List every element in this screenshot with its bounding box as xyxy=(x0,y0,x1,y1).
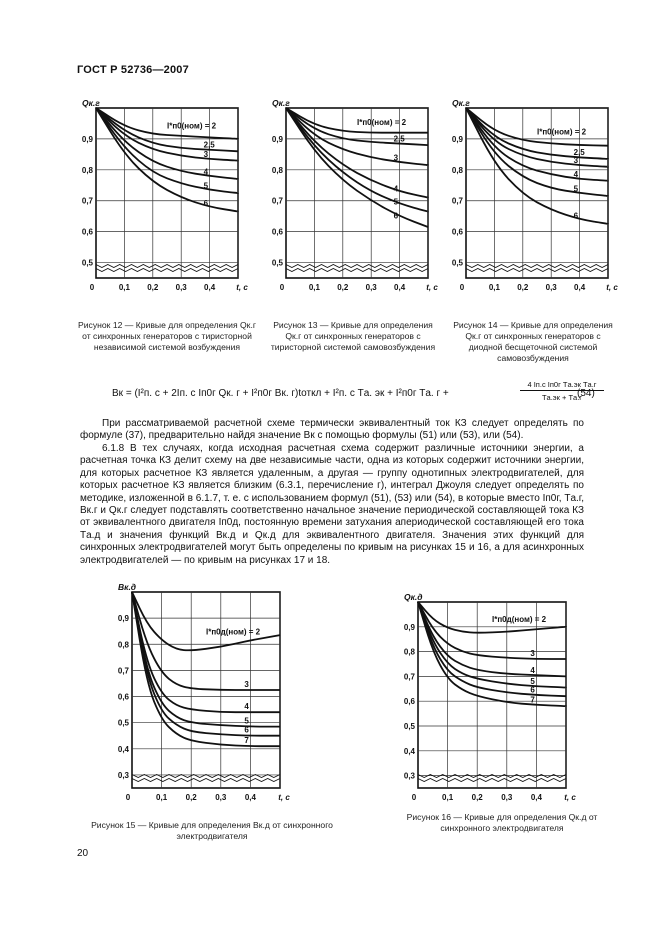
series-label: 4 xyxy=(393,184,399,194)
series-label: 6 xyxy=(530,685,535,695)
x-tick-label: 0,3 xyxy=(501,793,513,802)
x-tick-label: 0 xyxy=(89,283,95,292)
page-number: 20 xyxy=(77,848,89,859)
y-tick-label: 0,9 xyxy=(403,622,415,632)
x-axis-label: t, c xyxy=(564,793,576,802)
y-tick-label: 0,7 xyxy=(451,196,463,206)
series-label: 3 xyxy=(203,149,209,159)
y-axis-label: Qк.д xyxy=(404,592,423,602)
series-line-2 xyxy=(132,592,280,650)
figure-12-caption: Рисунок 12 — Кривые для определения Qк.г от синхронных генераторов с тиристорной независимой системой возбуждения xyxy=(78,320,256,352)
figure-16-caption: Рисунок 16 — Кривые для определения Qк.д от синхронного электродвигателя xyxy=(406,812,598,833)
series-label: 6 xyxy=(573,211,579,221)
y-tick-label: 0,8 xyxy=(81,165,93,175)
series-label: 2,5 xyxy=(573,148,585,158)
x-tick-label: 0,4 xyxy=(530,793,542,802)
y-tick-label: 0,8 xyxy=(451,165,463,175)
axis-break xyxy=(466,265,608,268)
figure-15-caption: Рисунок 15 — Кривые для определения Bк.д от синхронного электродвигателя xyxy=(91,820,333,841)
y-tick-label: 0,9 xyxy=(451,134,463,144)
plot-area xyxy=(82,98,248,292)
y-tick-label: 0,6 xyxy=(81,227,93,237)
y-tick-label: 0,7 xyxy=(403,672,415,682)
curve-parameter-label: I*п0д(ном) = 2 xyxy=(492,615,547,625)
curve-parameter-label: I*п0д(ном) = 2 xyxy=(206,627,261,637)
series-line-7 xyxy=(132,592,280,746)
series-label: 7 xyxy=(530,695,535,705)
series-label: 7 xyxy=(244,736,249,746)
y-tick-label: 0,5 xyxy=(117,718,129,728)
plot-area xyxy=(272,98,438,292)
x-axis-label: t, c xyxy=(426,283,438,292)
y-axis-label: Qк.г xyxy=(452,98,470,108)
plot-area xyxy=(452,98,618,292)
series-label: 5 xyxy=(573,184,579,194)
formula-numerator: 4 Iп.с Iп0г Tа.эк Tа.г xyxy=(520,380,604,391)
x-tick-label: 0,1 xyxy=(118,283,130,292)
x-tick-label: 0,4 xyxy=(244,793,256,802)
axis-break xyxy=(286,265,428,268)
figure-14-caption: Рисунок 14 — Кривые для определения Qк.г от синхронных генераторов с диодной бесщеточной системой самовозбуждения xyxy=(453,320,613,363)
axis-break xyxy=(132,779,280,782)
paragraph-1: При рассматриваемой расчетной схеме термически эквивалентный ток КЗ следует определять по формуле (37), предварительно найдя значение Bк с помощью формулы (51) или (53), или (54). xyxy=(80,418,584,442)
axis-break xyxy=(466,269,608,272)
y-tick-label: 0,5 xyxy=(451,258,463,268)
axis-break xyxy=(286,269,428,272)
series-label: 5 xyxy=(530,676,535,686)
y-tick-label: 0,7 xyxy=(271,196,283,206)
x-axis-label: t, c xyxy=(606,283,618,292)
axis-break xyxy=(96,269,238,272)
y-tick-label: 0,8 xyxy=(271,165,283,175)
series-label: 3 xyxy=(573,155,579,165)
x-tick-label: 0,2 xyxy=(185,793,197,802)
series-label: 4 xyxy=(573,169,579,179)
x-tick-label: 0,1 xyxy=(156,793,168,802)
axis-break xyxy=(418,779,566,782)
axis-break xyxy=(418,775,566,778)
x-tick-label: 0,2 xyxy=(517,283,529,292)
series-label: 2,5 xyxy=(203,140,215,150)
series-line-6 xyxy=(132,592,280,736)
y-tick-label: 0,5 xyxy=(403,722,415,731)
y-tick-label: 0,3 xyxy=(403,771,415,781)
y-tick-label: 0,7 xyxy=(117,666,129,676)
x-tick-label: 0,2 xyxy=(147,283,159,292)
y-tick-label: 0,9 xyxy=(271,134,283,144)
series-label: 4 xyxy=(244,702,249,712)
figure-15-chart xyxy=(112,578,302,808)
y-tick-label: 0,9 xyxy=(117,614,129,624)
y-axis-label: Qк.г xyxy=(82,98,100,108)
curve-parameter-label: I*п0(ном) = 2 xyxy=(167,121,217,131)
paragraph-2: 6.1.8 В тех случаях, когда исходная расчетная схема содержит различные источники энергии, а расчетная точка КЗ делит схему на две независимые части, одна из которых содержит источники энергии, для которых расчетное КЗ является удаленным, а другая — группу однотипных электродвигателей, для которых расчетное КЗ является близким (6.3.1, перечисление г), интеграл Джоуля следует определять по методике, изложенной в 6.1.7, т. е. с использованием формул (51), (53) или (54), в которые вместо Iп0г, Tа.г, Bк.г и Qк.г следует подставлять соответственно начальное значение периодической составляющей тока КЗ от эквивалентного двигателя Iп0д, постоянную времени затухания апериодической составляющей его тока Tа.д и значения функций Bк.д и Qк.д для эквивалентного двигателя. Значения этих функций для синхронных электродвигателей могут быть определены по кривым на рисунках 15 и 16, а для асинхронных электродвигателей — по кривым на рисунках 17 и 18. xyxy=(80,443,584,566)
series-label: 6 xyxy=(393,211,399,221)
formula-54 xyxy=(112,378,597,410)
y-tick-label: 0,6 xyxy=(451,227,463,237)
x-tick-label: 0,3 xyxy=(215,793,227,802)
y-tick-label: 0,9 xyxy=(81,134,93,144)
y-axis-label: Bк.д xyxy=(118,582,137,592)
series-label: 5 xyxy=(203,181,209,191)
figure-13-chart xyxy=(268,96,448,306)
x-tick-label: 0,4 xyxy=(394,283,406,292)
x-axis-label: t, c xyxy=(236,283,248,292)
x-tick-label: 0,1 xyxy=(488,283,500,292)
y-tick-label: 0,6 xyxy=(403,697,415,707)
y-tick-label: 0,5 xyxy=(81,258,93,268)
series-label: 4 xyxy=(530,665,535,675)
figure-16-chart xyxy=(398,588,588,808)
x-tick-label: 0,3 xyxy=(175,283,187,292)
y-tick-label: 0,6 xyxy=(117,692,129,702)
x-tick-label: 0,4 xyxy=(204,283,216,292)
y-tick-label: 0,8 xyxy=(403,647,415,657)
x-tick-label: 0,1 xyxy=(308,283,320,292)
plot-area xyxy=(118,582,290,802)
x-tick-label: 0,4 xyxy=(574,283,586,292)
y-tick-label: 0,8 xyxy=(117,640,129,650)
x-tick-label: 0,2 xyxy=(471,793,483,802)
formula-number: (54) xyxy=(577,388,595,399)
x-tick-label: 0 xyxy=(279,283,285,292)
series-label: 6 xyxy=(244,725,249,735)
y-axis-label: Qк.г xyxy=(272,98,290,108)
series-label: 4 xyxy=(203,167,209,177)
x-tick-label: 0,1 xyxy=(442,793,454,802)
series-line-3 xyxy=(418,602,566,659)
series-label: 3 xyxy=(244,680,249,689)
series-label: 3 xyxy=(530,649,535,659)
formula-denominator: Tа.эк + Tа.г xyxy=(541,393,583,402)
series-label: 6 xyxy=(203,199,209,209)
figure-12-chart xyxy=(78,96,258,306)
y-tick-label: 0,3 xyxy=(117,770,129,780)
y-tick-label: 0,7 xyxy=(81,196,93,206)
x-axis-label: t, c xyxy=(278,793,290,802)
x-tick-label: 0 xyxy=(125,793,131,802)
series-label: 5 xyxy=(244,716,249,726)
figure-14-chart xyxy=(448,96,628,306)
curve-parameter-label: I*п0(ном) = 2 xyxy=(357,118,407,128)
y-tick-label: 0,4 xyxy=(117,744,129,754)
figure-13-caption: Рисунок 13 — Кривые для определения Qк.г от синхронных генераторов с тиристорной системой самовозбуждения xyxy=(270,320,436,352)
series-label: 5 xyxy=(393,197,399,207)
x-tick-label: 0 xyxy=(411,793,417,802)
y-tick-label: 0,6 xyxy=(271,227,283,237)
page-header: ГОСТ Р 52736—2007 xyxy=(77,64,189,76)
plot-area xyxy=(404,592,576,802)
axis-break xyxy=(96,265,238,268)
formula-main: Bк = (I²п. с + 2Iп. с Iп0г Qк. г + I²п0г Bк. г)tоткл + I²п. с Tа. эк + I²п0г Tа. г + xyxy=(112,388,449,399)
x-tick-label: 0,3 xyxy=(545,283,557,292)
y-tick-label: 0,4 xyxy=(403,746,415,756)
x-tick-label: 0,2 xyxy=(337,283,349,292)
series-line-3 xyxy=(132,592,280,690)
series-label: 2,5 xyxy=(393,134,405,144)
curve-parameter-label: I*п0(ном) = 2 xyxy=(537,127,587,137)
x-tick-label: 0 xyxy=(459,283,465,292)
y-tick-label: 0,5 xyxy=(271,258,283,268)
x-tick-label: 0,3 xyxy=(365,283,377,292)
series-label: 3 xyxy=(393,153,399,163)
